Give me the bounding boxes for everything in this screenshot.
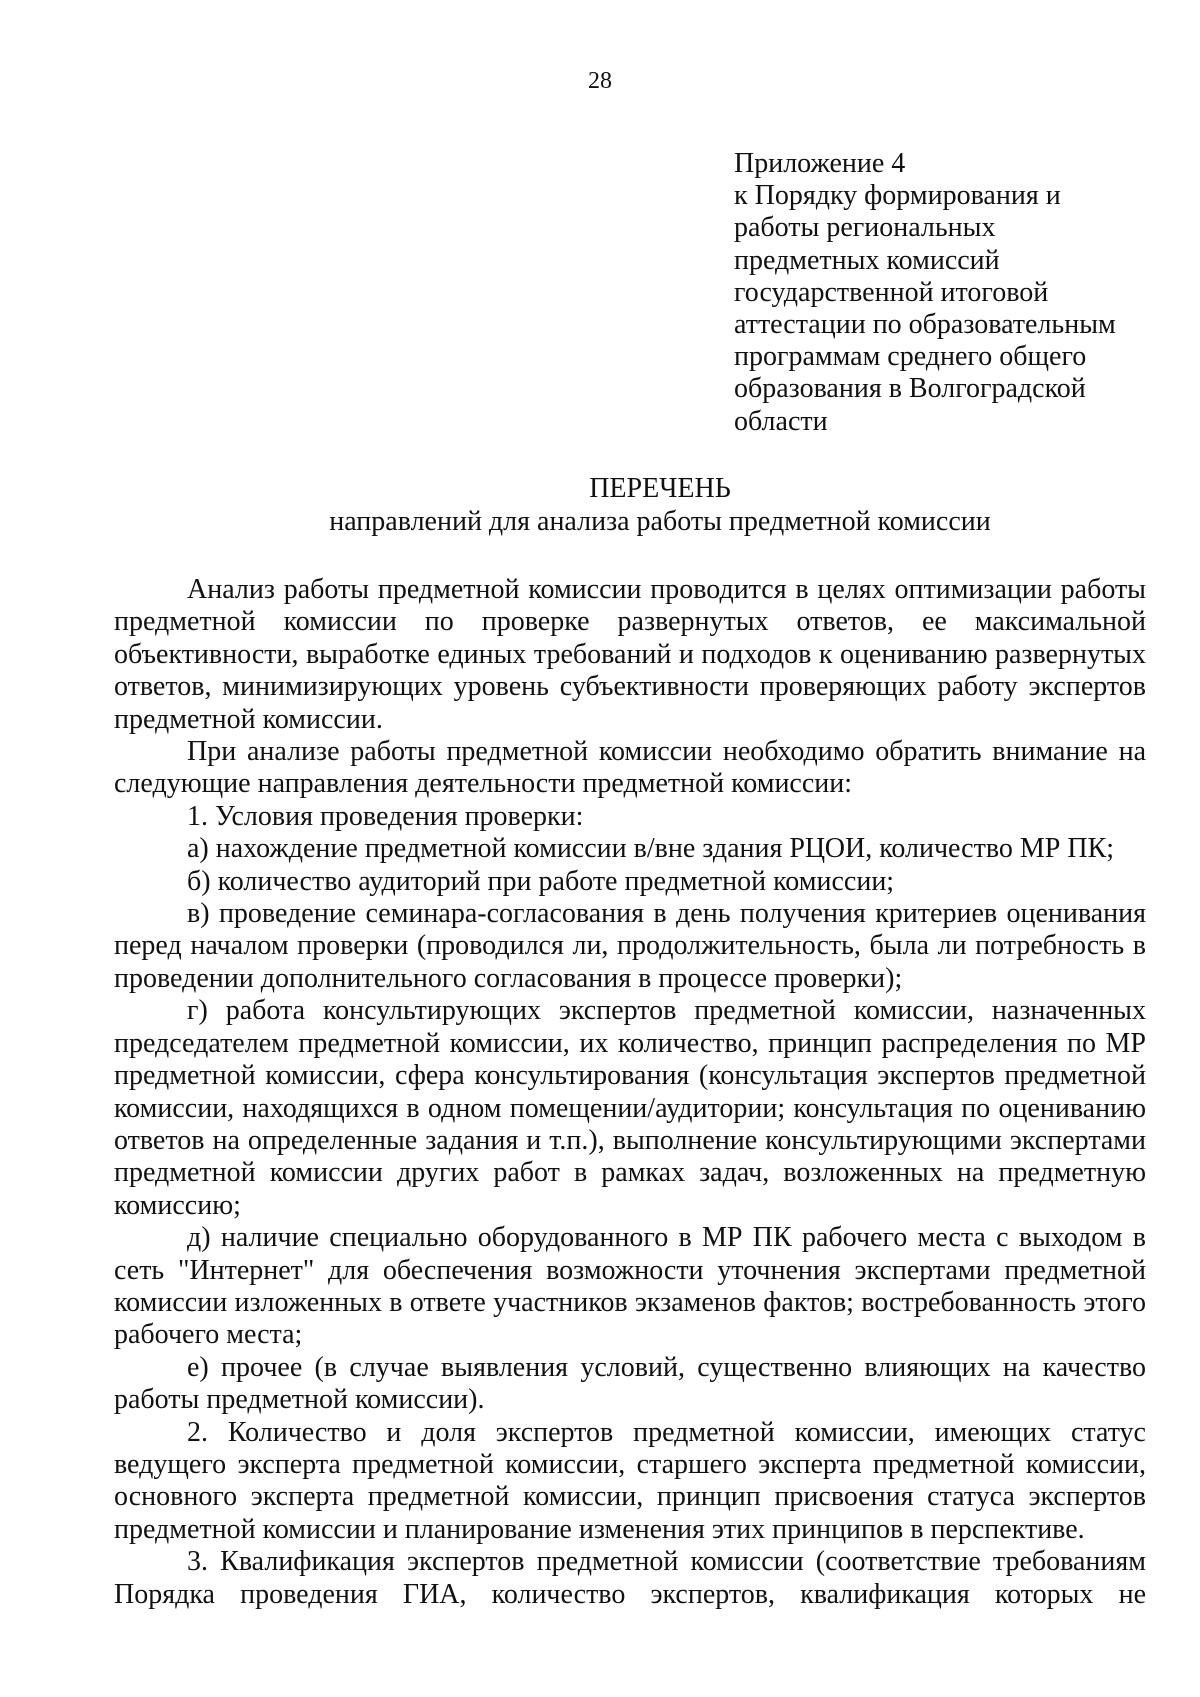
page-number: 28 [588,68,612,94]
paragraph: б) количество аудиторий при работе предметной комиссии; [187,865,895,897]
appendix-line: работы региональных [734,212,996,244]
paragraph: е) прочее (в случае выявления условий, существенно влияющих на качество работы предметной комиссии). [114,1351,1146,1416]
appendix-line: предметных комиссий [734,244,1000,276]
paragraph: д) наличие специально оборудованного в МР ПК рабочего места с выходом в сеть "Интернет" для обеспечения возможности уточнения экспертами предметной комиссии изложенных в ответе участников экзаменов фактов; востребованность этого рабочего места; [114,1222,1146,1351]
title-subheading: направлений для анализа работы предметной комиссии [329,506,991,537]
paragraph: При анализе работы предметной комиссии необходимо обратить внимание на следующие направления деятельности предметной комиссии: [114,736,1146,800]
appendix-header [734,148,1174,438]
appendix-line: образования в Волгоградской [734,373,1086,405]
paragraph: 3. Квалификация экспертов предметной комиссии (соответствие требованиям Порядка проведения ГИА, количество экспертов, квалификация которых не [114,1546,1146,1610]
appendix-line: области [734,405,828,437]
title-heading: ПЕРЕЧЕНЬ [589,473,731,504]
paragraph: а) нахождение предметной комиссии в/вне здания РЦОИ, количество МР ПК; [187,833,1115,865]
paragraph: Анализ работы предметной комиссии проводится в целях оптимизации работы предметной комиссии по проверке развернутых ответов, ее максимальной объективности, выработке единых требований и подходов к оцениванию развернутых ответов, минимизирующих уровень субъективности проверяющих работу экспертов предметной комиссии. [114,574,1146,735]
appendix-line: к Порядку формирования и [734,180,1061,212]
document-body [114,574,1146,1611]
paragraph: г) работа консультирующих экспертов предметной комиссии, назначенных председателем предметной комиссии, их количество, принцип распределения по МР предметной комиссии, сфера консультирования (консультация экспертов предметной комиссии, находящихся в одном помещении/аудитории; консультация по оцениванию ответов на определенные задания и т.п.), выполнение консультирующими экспертами предметной комиссии других работ в рамках задач, возложенных на предметную комиссию; [114,995,1146,1221]
paragraph: 2. Количество и доля экспертов предметной комиссии, имеющих статус ведущего эксперта предметной комиссии, старшего эксперта предметной комиссии, основного эксперта предметной комиссии, принцип присвоения статуса экспертов предметной комиссии и планирование изменения этих принципов в перспективе. [114,1416,1146,1545]
appendix-line: Приложение 4 [734,148,906,179]
appendix-line: аттестации по образовательным [734,309,1116,341]
document-title [0,472,1200,538]
appendix-line: программам среднего общего [734,341,1087,373]
appendix-line: государственной итоговой [734,276,1049,308]
paragraph: 1. Условия проведения проверки: [187,800,584,832]
paragraph: в) проведение семинара-согласования в день получения критериев оценивания перед началом проверки (проводился ли, продолжительность, была ли потребность в проведении дополнительного согласования в процессе проверки); [114,898,1146,994]
